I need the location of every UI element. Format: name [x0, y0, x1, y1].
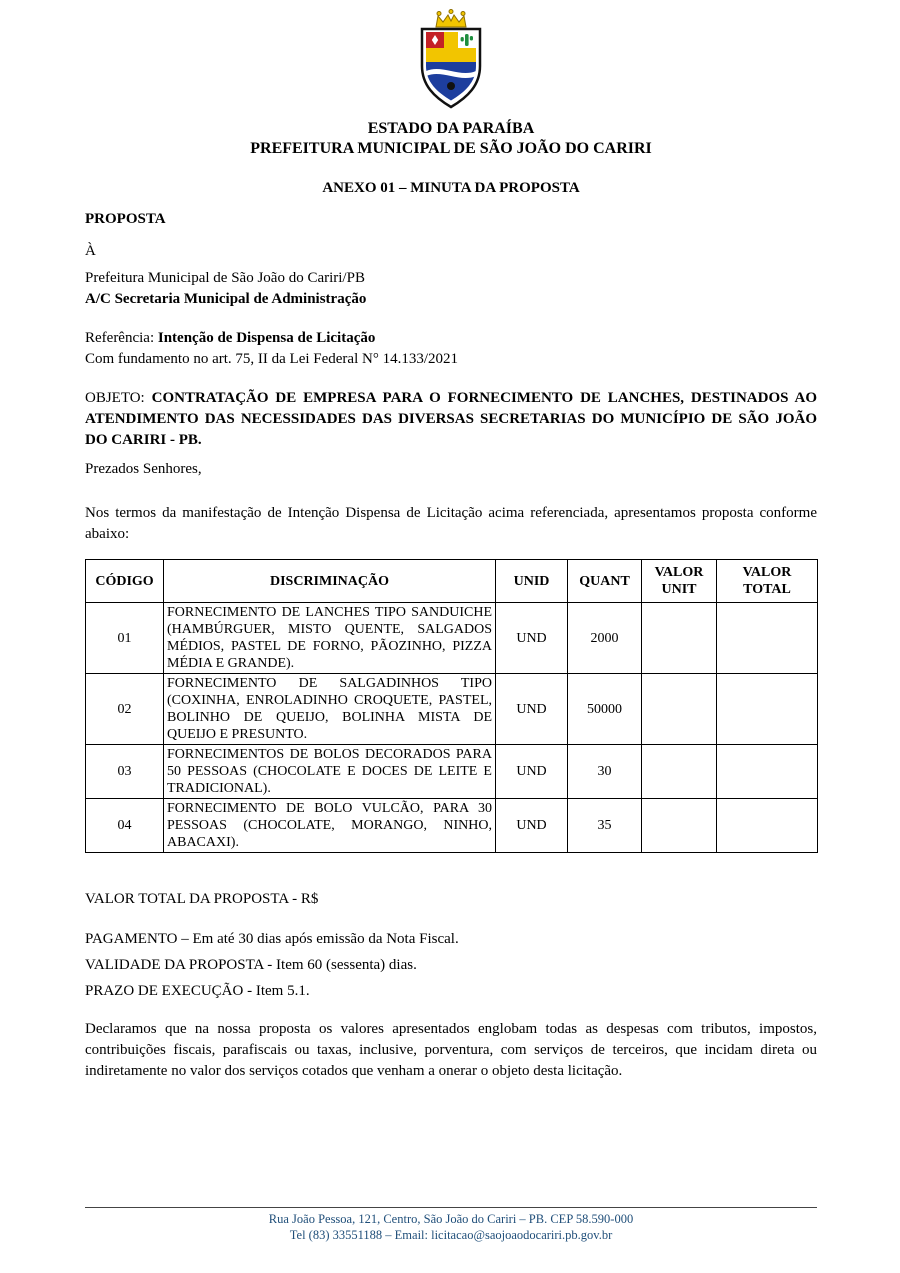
unid-cell: UND — [496, 674, 568, 745]
addressee-line1: Prefeitura Municipal de São João do Cariri/PB — [85, 270, 365, 286]
unid-cell: UND — [496, 799, 568, 853]
addressee-line2: A/C Secretaria Municipal de Administração — [85, 291, 367, 307]
quant-cell: 35 — [568, 799, 642, 853]
coat-of-arms-logo — [85, 8, 817, 117]
valor-total-cell — [717, 603, 818, 674]
letterhead-municipality: PREFEITURA MUNICIPAL DE SÃO JOÃO DO CARIRI — [250, 140, 652, 157]
addressee-block — [85, 241, 817, 310]
validity-term: VALIDADE DA PROPOSTA - Item 60 (sessenta) dias. — [85, 957, 417, 973]
valor-unit-cell — [642, 674, 717, 745]
quant-cell: 30 — [568, 745, 642, 799]
col-header-unid: UNID — [496, 560, 568, 603]
col-header-valor-total: VALOR TOTAL — [717, 560, 818, 603]
coat-of-arms-icon — [412, 8, 490, 110]
col-header-quant: QUANT — [568, 560, 642, 603]
discriminacao-cell: FORNECIMENTO DE SALGADINHOS TIPO (COXINHA, ENROLADINHO CROQUETE, PASTEL, BOLINHO DE QUEIJO, BOLINHA MISTA DE QUEIJO E PRESUNTO. — [164, 674, 496, 745]
valor-total-line: VALOR TOTAL DA PROPOSTA - R$ — [85, 891, 319, 907]
valor-unit-cell — [642, 603, 717, 674]
table-row — [86, 674, 818, 745]
reference-value: Intenção de Dispensa de Licitação — [157, 330, 376, 346]
discriminacao-cell: FORNECIMENTO DE BOLO VULCÃO, PARA 30 PESSOAS (CHOCOLATE, MORANGO, NINHO, ABACAXI). — [164, 799, 496, 853]
col-header-valor-unit: VALOR UNIT — [642, 560, 717, 603]
quant-cell: 2000 — [568, 603, 642, 674]
reference-label: Referência: — [85, 330, 158, 346]
valor-unit-cell — [642, 799, 717, 853]
table-header — [86, 560, 818, 603]
valor-total-cell — [717, 674, 818, 745]
objeto-paragraph — [85, 388, 817, 451]
col-header-discriminacao: DISCRIMINAÇÃO — [164, 560, 496, 603]
greeting: Prezados Senhores, — [85, 461, 202, 477]
unid-cell: UND — [496, 603, 568, 674]
discriminacao-cell: FORNECIMENTO DE LANCHES TIPO SANDUICHE (HAMBÚRGUER, MISTO QUENTE, SALGADOS MÉDIOS, PASTEL DE FORNO, PÃOZINHO, PIZZA MÉDIA E GRANDE). — [164, 603, 496, 674]
execution-term: PRAZO DE EXECUÇÃO - Item 5.1. — [85, 983, 310, 999]
codigo-cell: 02 — [86, 674, 164, 745]
table-row — [86, 745, 818, 799]
table-row — [86, 603, 818, 674]
page-footer — [85, 1207, 817, 1243]
discriminacao-cell: FORNECIMENTOS DE BOLOS DECORADOS PARA 50 PESSOAS (CHOCOLATE E DOCES DE LEITE E TRADICIONAL). — [164, 745, 496, 799]
reference-line — [85, 328, 817, 349]
reference-block — [85, 328, 817, 370]
addressee-salutation: À — [85, 243, 96, 259]
objeto-text: CONTRATAÇÃO DE EMPRESA PARA O FORNECIMENTO DE LANCHES, DESTINADOS AO ATENDIMENTO DAS NECESSIDADES DAS DIVERSAS SECRETARIAS DO MUNICÍPIO DE SÃO JOÃO DO CARIRI - PB. — [85, 390, 817, 448]
table-row — [86, 799, 818, 853]
valor-total-cell — [717, 745, 818, 799]
footer-contact: Tel (83) 33551188 – Email: licitacao@saojoaodocariri.pb.gov.br — [289, 1228, 613, 1242]
codigo-cell: 01 — [86, 603, 164, 674]
quant-cell: 50000 — [568, 674, 642, 745]
items-table — [85, 559, 818, 853]
letterhead — [85, 119, 817, 159]
codigo-cell: 03 — [86, 745, 164, 799]
unid-cell: UND — [496, 745, 568, 799]
declaration-paragraph: Declaramos que na nossa proposta os valores apresentados englobam todas as despesas com tributos, impostos, contribuições fiscais, parafiscais ou taxas, inclusive, porventura, com serviços de terceiros, que incidam direta ou indiretamente no valor dos serviços cotados que venham a onerar o objeto desta licitação. — [85, 1021, 817, 1079]
intro-paragraph: Nos termos da manifestação de Intenção Dispensa de Licitação acima referenciada, apresentamos proposta conforme abaixo: — [85, 505, 817, 542]
terms-block — [85, 929, 817, 1002]
proposta-heading: PROPOSTA — [85, 211, 166, 227]
valor-total-cell — [717, 799, 818, 853]
payment-term: PAGAMENTO – Em até 30 dias após emissão da Nota Fiscal. — [85, 931, 459, 947]
codigo-cell: 04 — [86, 799, 164, 853]
document-title: ANEXO 01 – MINUTA DA PROPOSTA — [322, 180, 580, 196]
reference-basis: Com fundamento no art. 75, II da Lei Federal N° 14.133/2021 — [85, 351, 459, 367]
col-header-codigo: CÓDIGO — [86, 560, 164, 603]
valor-unit-cell — [642, 745, 717, 799]
objeto-label: OBJETO: — [85, 390, 152, 406]
footer-address: Rua João Pessoa, 121, Centro, São João do Cariri – PB. CEP 58.590-000 — [268, 1212, 634, 1226]
letterhead-state: ESTADO DA PARAÍBA — [367, 120, 535, 137]
